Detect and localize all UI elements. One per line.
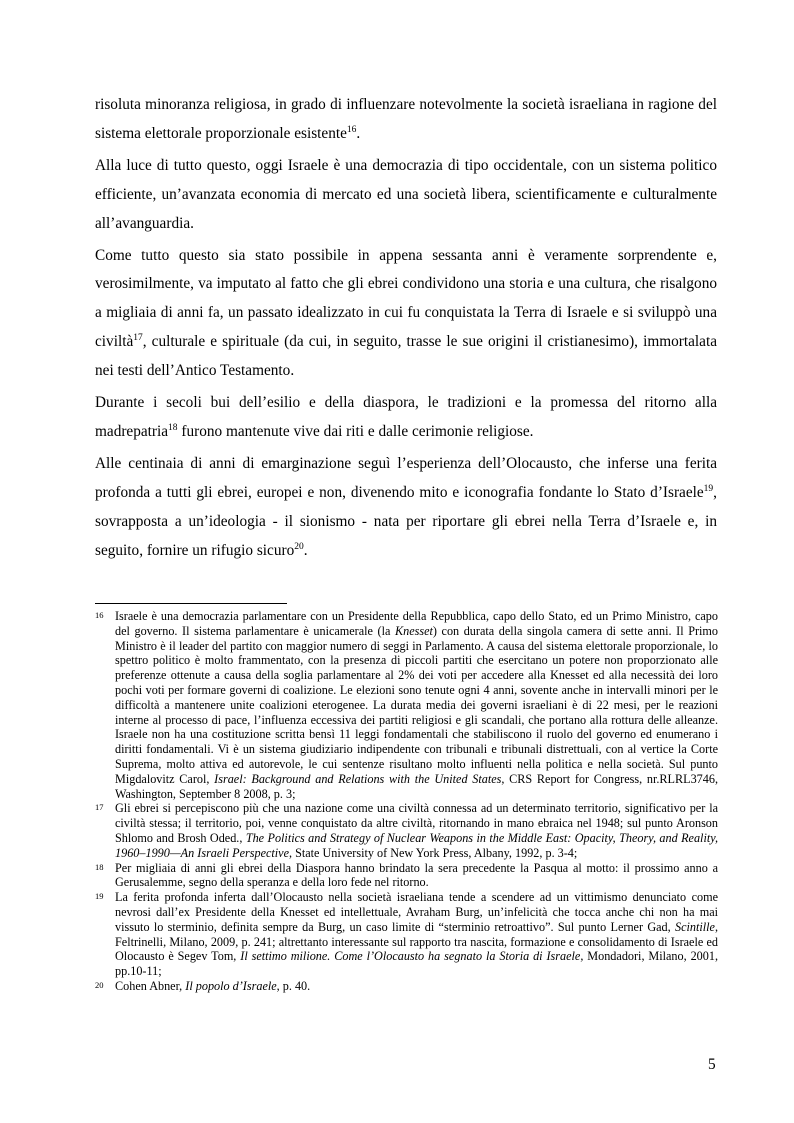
footnote xyxy=(95,890,718,979)
italic-text: Il popolo d’Israele xyxy=(185,978,277,993)
footnote-reference: 17 xyxy=(133,333,143,344)
text-segment: , Feltrinelli, Milano, 2009, p. 241; altrettanto interessante sul rapporto tra nascita, formazione e consolidamento di Israele ed Olocausto è Segev Tom, xyxy=(115,919,718,964)
italic-text: Knesset xyxy=(394,623,433,638)
footnote-number: 17 xyxy=(95,802,104,813)
paragraph xyxy=(95,450,717,566)
text-segment: Per migliaia di anni gli ebrei della Diaspora hanno brindato la sera precedente la Pasqua al motto: il prossimo anno a Gerusalemme, segno della speranza e della loro fede nel ritorno. xyxy=(115,860,718,890)
text-segment: , CRS Report for Congress, nr.RLRL3746, Washington, September 8 2008, p. 3; xyxy=(115,771,718,801)
italic-text: Il settimo milione. Come l’Olocausto ha segnato la Storia di Israele, xyxy=(240,949,584,964)
text-segment: furono mantenute vive dai riti e dalle cerimonie religiose. xyxy=(177,422,534,440)
footnote-number: 20 xyxy=(95,979,104,990)
paragraph xyxy=(95,389,717,447)
text-segment: risoluta minoranza religiosa, in grado di influenzare notevolmente la società israeliana in ragione del sistema elettorale proporzionale esistente xyxy=(95,96,717,142)
footnote-separator xyxy=(95,603,287,604)
text-segment: Alle centinaia di anni di emarginazione seguì l’esperienza dell’Olocausto, che inferse una ferita profonda a tutti gli ebrei, europei e non, divenendo mito e iconografia fondante lo Stato d’Israele xyxy=(95,454,717,501)
text-segment: , sovrapposta a un’ideologia - il sionismo - nata per riportare gli ebrei nella Terra d’Israele e, in seguito, fornire un rifugio sicuro xyxy=(95,483,717,559)
text-segment: Alla luce di tutto questo, oggi Israele è una democrazia di tipo occidentale, con un sistema politico efficiente, un’avanzata economia di mercato ed una società libera, scientificamente e culturalmente all’avanguardia. xyxy=(95,156,717,232)
footnote xyxy=(95,979,718,994)
footnote-number: 18 xyxy=(95,861,104,872)
footnote-reference: 16 xyxy=(346,124,357,135)
footnotes xyxy=(95,609,718,994)
text-segment: Mondadori, Milano, 2001, pp.10-11; xyxy=(115,949,718,979)
text-segment: ) con durata della singola camera di sette anni. Il Primo Ministro è il leader del partito con maggior numero di seggi in Parlamento. A causa del sistema elettorale proporzionale, lo spettro politico è molto frammentato, con la presenza di piccoli partiti che esercitano un potere non proporzionato alle preferenze ottenute a causa della soglia parlamentare al 2% dei voti per accedere alla Knesset ed alla necessità dei loro pochi voti per formare governi di coalizione. Le elezioni sono tenute ogni 4 anni, sovente anche in intervalli minori per le difficoltà a mantenere unite coalizioni eterogenee. La durata media dei governi israeliani è di 22 mesi, per le reazioni interne al processo di pace, l’influenza eccessiva dei partiti religiosi e gli scandali, che portano alla rottura delle alleanze. Israele non ha una costituzione scritta bensì 11 leggi fondamentali che stabiliscono il ruolo del governo ed enumerano i diritti fondamentali. Vi è un sistema giudiziario indipendente con tribunali e tribunali distrettuali, con al vertice la Corte Suprema, molto attiva ed autorevole, le cui sentenze risultano molto influenti nella politica e nella società. Sul punto Migdalovitz Carol, xyxy=(115,623,718,786)
footnote-reference: 20 xyxy=(294,541,304,552)
italic-text: The Politics and Strategy of Nuclear Weapons in the Middle East: Opacity, Theory, and Reality, 1960–1990—An Israeli Perspective xyxy=(115,830,719,860)
italic-text: Scintille xyxy=(675,919,715,934)
footnote xyxy=(95,801,718,860)
text-segment: , State University of New York Press, Albany, 1992, p. 3-4; xyxy=(288,845,578,860)
text-segment: La ferita profonda inferta dall’Olocausto nella società israeliana tende a scendere ad un vittimismo denunciato come nevrosi dall’ex Presidente della Knesset ed intellettuale, Avraham Burg, un’infelicità che tocca anche chi non ha mai vissuto lo sterminio, definita sempre da Burg, un caso limite di “sterminio retroattivo”. Sul punto Lerner Gad, xyxy=(115,890,718,934)
paragraph xyxy=(95,242,717,387)
paragraph xyxy=(95,91,717,149)
text-segment: Cohen Abner, xyxy=(115,978,186,993)
footnote xyxy=(95,861,718,891)
text-segment: . xyxy=(356,124,361,142)
text-segment: . xyxy=(303,541,308,559)
body-text xyxy=(95,91,717,569)
page-number: 5 xyxy=(708,1056,716,1073)
italic-text: Israel: Background and Relations with the United States xyxy=(214,771,502,786)
footnote-number: 19 xyxy=(95,891,104,902)
paragraph xyxy=(95,152,717,239)
text-segment: , p. 40. xyxy=(276,978,311,993)
text-segment: Israele è una democrazia parlamentare con un Presidente della Repubblica, capo dello Stato, ed un Primo Ministro, capo del governo. Il sistema parlamentare è unicamerale (la xyxy=(115,609,718,638)
text-segment: , culturale e spirituale (da cui, in seguito, trasse le sue origini il cristianesimo), immortalata nei testi dell’Antico Testamento. xyxy=(95,333,717,380)
text-segment: Durante i secoli bui dell’esilio e della diaspora, le tradizioni e la promessa del ritorno alla madrepatria xyxy=(95,394,717,440)
text-segment: Gli ebrei si percepiscono più che una nazione come una civiltà connessa ad un determinato territorio, significativo per la civiltà stessa; il territorio, poi, venne conquistato da altre civiltà, ritornando in mano ebraica nel 1948; sul punto Aronson Shlomo and Brosh Oded., xyxy=(115,801,718,845)
footnote-number: 16 xyxy=(95,610,104,620)
footnote-reference: 19 xyxy=(703,483,714,494)
footnote xyxy=(95,609,718,801)
text-segment: Come tutto questo sia stato possibile in appena sessanta anni è veramente sorprendente e, verosimilmente, va imputato al fatto che gli ebrei condividono una storia e una cultura, che risalgono a migliaia di anni fa, un passato idealizzato in cui fu conquistata la Terra di Israele e si sviluppò una civiltà xyxy=(95,246,717,351)
footnote-reference: 18 xyxy=(168,422,178,433)
